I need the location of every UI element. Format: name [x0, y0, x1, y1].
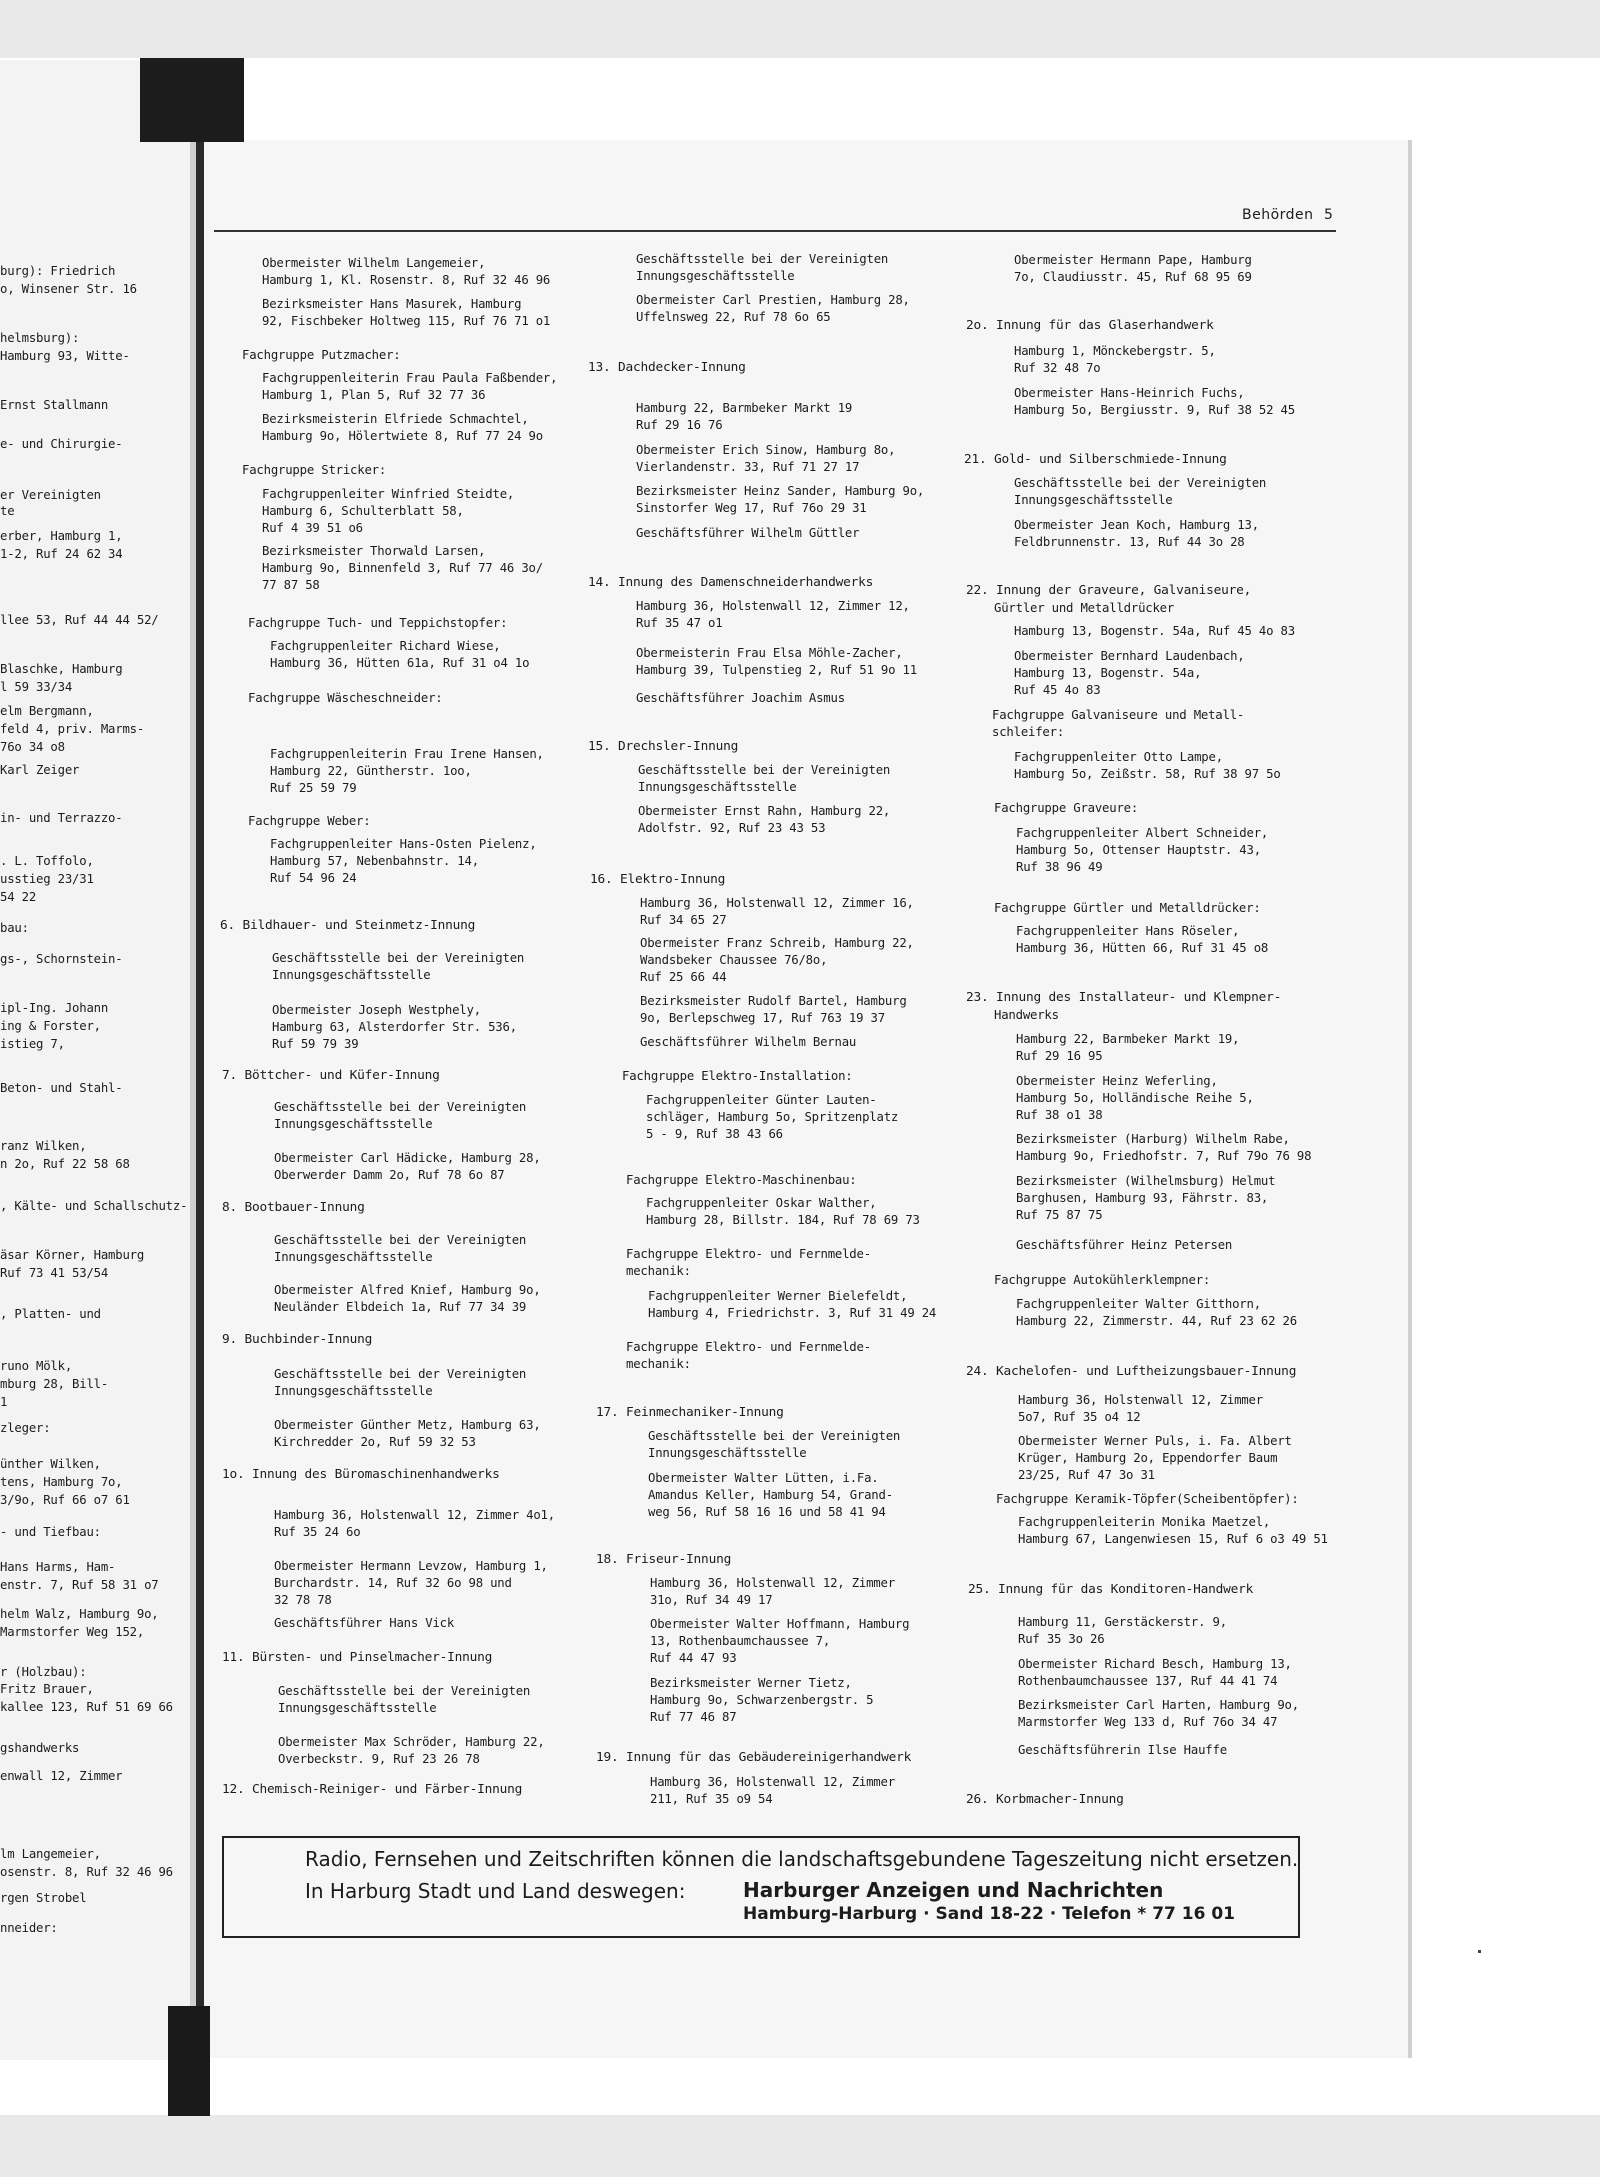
- text-line: Hamburg 22, Zimmerstr. 44, Ruf 23 62 26: [1016, 1314, 1297, 1328]
- text-line: Obermeister Günther Metz, Hamburg 63,: [274, 1418, 541, 1432]
- text-line: Innungsgeschäftsstelle: [648, 1446, 807, 1460]
- text-line: 26. Korbmacher-Innung: [966, 1792, 1124, 1807]
- text-line: Innungsgeschäftsstelle: [638, 780, 797, 794]
- text-line: erber, Hamburg 1,: [0, 529, 123, 543]
- text-line: Hamburg 1, Mönckebergstr. 5,: [1014, 344, 1216, 358]
- text-line: te: [0, 504, 15, 518]
- text-line: Hamburg 36, Holstenwall 12, Zimmer: [650, 1775, 895, 1789]
- text-line: 2o. Innung für das Glaserhandwerk: [966, 318, 1214, 333]
- text-line: Fachgruppe Elektro- und Fernmelde-: [626, 1340, 871, 1354]
- text-line: Geschäftsstelle bei der Vereinigten: [638, 763, 891, 777]
- text-line: Obermeister Wilhelm Langemeier,: [262, 256, 486, 270]
- text-line: weg 56, Ruf 58 16 16 und 58 41 94: [648, 1505, 886, 1519]
- text-line: mechanik:: [626, 1357, 691, 1371]
- text-line: 11. Bürsten- und Pinselmacher-Innung: [222, 1650, 493, 1665]
- ad-publisher-name: Harburger Anzeigen und Nachrichten: [743, 1878, 1164, 1902]
- text-line: Vierlandenstr. 33, Ruf 71 27 17: [636, 460, 860, 474]
- text-line: Hamburg 9o, Hölertwiete 8, Ruf 77 24 9o: [262, 429, 543, 443]
- text-line: Burchardstr. 14, Ruf 32 6o 98 und: [274, 1576, 512, 1590]
- text-line: Ruf 77 46 87: [650, 1710, 737, 1724]
- text-line: Bezirksmeister Heinz Sander, Hamburg 9o,: [636, 484, 925, 498]
- text-line: Marmstorfer Weg 152,: [0, 1625, 145, 1639]
- text-line: Ruf 4 39 51 o6: [262, 521, 363, 535]
- text-line: 13. Dachdecker-Innung: [588, 360, 746, 375]
- ad-slogan-line-2: In Harburg Stadt und Land deswegen:: [305, 1879, 686, 1903]
- text-line: Bezirksmeister (Harburg) Wilhelm Rabe,: [1016, 1132, 1290, 1146]
- binding-clip-top: [140, 58, 244, 142]
- text-line: n 2o, Ruf 22 58 68: [0, 1157, 130, 1171]
- text-line: runo Mölk,: [0, 1359, 73, 1373]
- text-line: 1-2, Ruf 24 62 34: [0, 547, 123, 561]
- text-line: Fachgruppe Wäscheschneider:: [248, 691, 443, 705]
- text-line: helm Walz, Hamburg 9o,: [0, 1607, 159, 1621]
- text-line: Handwerks: [994, 1008, 1059, 1022]
- text-line: Obermeister Walter Hoffmann, Hamburg: [650, 1617, 910, 1631]
- text-line: zleger:: [0, 1421, 51, 1435]
- text-line: 23. Innung des Installateur- und Klempner-: [966, 990, 1282, 1005]
- text-line: Obermeister Erich Sinow, Hamburg 8o,: [636, 443, 896, 457]
- header-rule: [214, 230, 1336, 232]
- text-line: Kirchredder 2o, Ruf 59 32 53: [274, 1435, 476, 1449]
- text-line: l 59 33/34: [0, 680, 73, 694]
- text-line: Fachgruppenleiter Walter Gitthorn,: [1016, 1297, 1261, 1311]
- text-line: Hamburg 28, Billstr. 184, Ruf 78 69 73: [646, 1213, 920, 1227]
- text-line: nneider:: [0, 1921, 58, 1935]
- text-line: 5o7, Ruf 35 o4 12: [1018, 1410, 1141, 1424]
- text-line: Obermeister Jean Koch, Hamburg 13,: [1014, 518, 1259, 532]
- text-line: Fritz Brauer,: [0, 1682, 94, 1696]
- text-line: Innungsgeschäftsstelle: [278, 1701, 437, 1715]
- text-line: Adolfstr. 92, Ruf 23 43 53: [638, 821, 826, 835]
- text-line: 1: [0, 1395, 8, 1409]
- text-line: Ruf 35 3o 26: [1018, 1632, 1105, 1646]
- text-line: schläger, Hamburg 5o, Spritzenplatz: [646, 1110, 899, 1124]
- text-line: Oberwerder Damm 2o, Ruf 78 6o 87: [274, 1168, 505, 1182]
- text-line: kallee 123, Ruf 51 69 66: [0, 1700, 173, 1714]
- text-line: Hamburg 63, Alsterdorfer Str. 536,: [272, 1020, 517, 1034]
- text-line: Ruf 35 47 o1: [636, 616, 723, 630]
- text-line: 3/9o, Ruf 66 o7 61: [0, 1493, 130, 1507]
- text-line: Fachgruppe Galvaniseure und Metall-: [992, 708, 1245, 722]
- text-line: Bezirksmeister (Wilhelmsburg) Helmut: [1016, 1174, 1276, 1188]
- text-line: Amandus Keller, Hamburg 54, Grand-: [648, 1488, 893, 1502]
- text-line: Hamburg 22, Barmbeker Markt 19: [636, 401, 853, 415]
- text-line: Ernst Stallmann: [0, 398, 109, 412]
- text-line: 5 - 9, Ruf 38 43 66: [646, 1127, 783, 1141]
- text-line: rgen Strobel: [0, 1891, 87, 1905]
- text-line: Hamburg 1, Plan 5, Ruf 32 77 36: [262, 388, 486, 402]
- text-line: 21. Gold- und Silberschmiede-Innung: [964, 452, 1227, 467]
- text-line: usstieg 23/31: [0, 872, 94, 886]
- right-page-edge: [1408, 140, 1412, 2058]
- text-line: Geschäftsführer Heinz Petersen: [1016, 1238, 1233, 1252]
- text-line: Fachgruppenleiterin Frau Paula Faßbender,: [262, 371, 558, 385]
- text-line: Barghusen, Hamburg 93, Fährstr. 83,: [1016, 1191, 1269, 1205]
- text-line: 12. Chemisch-Reiniger- und Färber-Innung: [222, 1782, 523, 1797]
- text-line: Obermeister Carl Prestien, Hamburg 28,: [636, 293, 910, 307]
- text-line: Ruf 38 o1 38: [1016, 1108, 1103, 1122]
- text-line: Beton- und Stahl-: [0, 1081, 123, 1095]
- text-line: Fachgruppenleiter Otto Lampe,: [1014, 750, 1223, 764]
- text-line: Obermeisterin Frau Elsa Möhle-Zacher,: [636, 646, 903, 660]
- text-line: Hamburg 4, Friedrichstr. 3, Ruf 31 49 24: [648, 1306, 937, 1320]
- text-line: 13, Rothenbaumchaussee 7,: [650, 1634, 831, 1648]
- text-line: Fachgruppenleiter Hans Röseler,: [1016, 924, 1240, 938]
- text-line: 17. Feinmechaniker-Innung: [596, 1405, 784, 1420]
- text-line: Bezirksmeister Werner Tietz,: [650, 1676, 852, 1690]
- text-line: 1o. Innung des Büromaschinenhandwerks: [222, 1467, 500, 1482]
- text-line: Geschäftsführer Wilhelm Bernau: [640, 1035, 857, 1049]
- text-line: Hamburg 36, Holstenwall 12, Zimmer 16,: [640, 896, 914, 910]
- binding-clip-bottom: [168, 2006, 210, 2116]
- text-line: Hamburg 5o, Bergiusstr. 9, Ruf 38 52 45: [1014, 403, 1295, 417]
- text-line: 25. Innung für das Konditoren-Handwerk: [968, 1582, 1254, 1597]
- text-line: - und Tiefbau:: [0, 1525, 101, 1539]
- text-line: elm Bergmann,: [0, 704, 94, 718]
- scan-background-top: [0, 0, 1600, 58]
- text-line: Obermeister Alfred Knief, Hamburg 9o,: [274, 1283, 541, 1297]
- text-line: Geschäftsstelle bei der Vereinigten: [648, 1429, 901, 1443]
- text-line: Krüger, Hamburg 2o, Eppendorfer Baum: [1018, 1451, 1278, 1465]
- text-line: osenstr. 8, Ruf 32 46 96: [0, 1865, 173, 1879]
- text-line: Obermeister Walter Lütten, i.Fa.: [648, 1471, 879, 1485]
- text-line: Hamburg 5o, Holländische Reihe 5,: [1016, 1091, 1254, 1105]
- text-line: Bezirksmeisterin Elfriede Schmachtel,: [262, 412, 529, 426]
- text-line: istieg 7,: [0, 1037, 65, 1051]
- text-line: äsar Körner, Hamburg: [0, 1248, 145, 1262]
- text-line: , Platten- und: [0, 1307, 101, 1321]
- text-line: gshandwerks: [0, 1741, 80, 1755]
- text-line: 77 87 58: [262, 578, 320, 592]
- text-line: 76o 34 o8: [0, 740, 65, 754]
- text-line: Geschäftsstelle bei der Vereinigten: [278, 1684, 531, 1698]
- text-line: 16. Elektro-Innung: [590, 872, 726, 887]
- text-line: , Kälte- und Schallschutz-: [0, 1199, 188, 1213]
- text-line: Geschäftsführer Joachim Asmus: [636, 691, 845, 705]
- text-line: Obermeister Hermann Levzow, Hamburg 1,: [274, 1559, 548, 1573]
- text-line: Hamburg 36, Holstenwall 12, Zimmer: [1018, 1393, 1263, 1407]
- text-line: Fachgruppe Elektro-Installation:: [622, 1069, 853, 1083]
- text-line: Marmstorfer Weg 133 d, Ruf 76o 34 47: [1018, 1715, 1278, 1729]
- page-number: 5: [1324, 207, 1333, 223]
- text-line: Bezirksmeister Thorwald Larsen,: [262, 544, 486, 558]
- text-line: in- und Terrazzo-: [0, 811, 123, 825]
- text-line: Obermeister Bernhard Laudenbach,: [1014, 649, 1245, 663]
- book-gutter: [196, 120, 204, 2055]
- text-line: Hamburg 36, Holstenwall 12, Zimmer 4o1,: [274, 1508, 555, 1522]
- text-line: Hamburg 22, Güntherstr. 1oo,: [270, 764, 472, 778]
- text-line: 92, Fischbeker Holtweg 115, Ruf 76 71 o1: [262, 314, 551, 328]
- text-line: bau:: [0, 921, 29, 935]
- text-line: Fachgruppe Elektro- und Fernmelde-: [626, 1247, 871, 1261]
- text-line: 7o, Claudiusstr. 45, Ruf 68 95 69: [1014, 270, 1252, 284]
- text-line: Fachgruppenleiter Richard Wiese,: [270, 639, 501, 653]
- text-line: Obermeister Joseph Westphely,: [272, 1003, 481, 1017]
- text-line: mburg 28, Bill-: [0, 1377, 109, 1391]
- text-line: Fachgruppe Keramik-Töpfer(Scheibentöpfer):: [996, 1492, 1299, 1506]
- text-line: Hamburg 93, Witte-: [0, 349, 130, 363]
- text-line: Hamburg 13, Bogenstr. 54a, Ruf 45 4o 83: [1014, 624, 1295, 638]
- text-line: 6. Bildhauer- und Steinmetz-Innung: [220, 918, 476, 933]
- scan-speck: [1478, 1950, 1481, 1953]
- text-line: Fachgruppenleiter Werner Bielefeldt,: [648, 1289, 908, 1303]
- text-line: Ruf 35 24 6o: [274, 1525, 361, 1539]
- text-line: Fachgruppe Autokühlerklempner:: [994, 1273, 1211, 1287]
- text-line: 22. Innung der Graveure, Galvaniseure,: [966, 583, 1252, 598]
- text-line: Hamburg 1, Kl. Rosenstr. 8, Ruf 32 46 96: [262, 273, 551, 287]
- text-line: r (Holzbau):: [0, 1665, 87, 1679]
- text-line: Ruf 44 47 93: [650, 1651, 737, 1665]
- text-line: Ruf 38 96 49: [1016, 860, 1103, 874]
- text-line: 23/25, Ruf 47 3o 31: [1018, 1468, 1155, 1482]
- text-line: Uffelnsweg 22, Ruf 78 6o 65: [636, 310, 831, 324]
- text-line: Blaschke, Hamburg: [0, 662, 123, 676]
- text-line: Geschäftsstelle bei der Vereinigten: [636, 252, 889, 266]
- text-line: Fachgruppe Gürtler und Metalldrücker:: [994, 901, 1261, 915]
- text-line: Ruf 45 4o 83: [1014, 683, 1101, 697]
- text-line: Hamburg 9o, Schwarzenbergstr. 5: [650, 1693, 874, 1707]
- text-line: tens, Hamburg 7o,: [0, 1475, 123, 1489]
- text-line: Hamburg 39, Tulpenstieg 2, Ruf 51 9o 11: [636, 663, 917, 677]
- text-line: Ruf 75 87 75: [1016, 1208, 1103, 1222]
- text-line: Fachgruppe Putzmacher:: [242, 348, 401, 362]
- text-line: burg): Friedrich: [0, 264, 116, 278]
- text-line: Ruf 25 66 44: [640, 970, 727, 984]
- text-line: Geschäftsstelle bei der Vereinigten: [274, 1100, 527, 1114]
- text-line: gs-, Schornstein-: [0, 952, 123, 966]
- text-line: Hamburg 22, Barmbeker Markt 19,: [1016, 1032, 1240, 1046]
- text-line: Innungsgeschäftsstelle: [274, 1384, 433, 1398]
- text-line: . L. Toffolo,: [0, 854, 94, 868]
- text-line: Gürtler und Metalldrücker: [994, 601, 1175, 615]
- text-line: Fachgruppenleiter Günter Lauten-: [646, 1093, 877, 1107]
- text-line: lm Langemeier,: [0, 1847, 101, 1861]
- text-line: feld 4, priv. Marms-: [0, 722, 145, 736]
- text-line: er Vereinigten: [0, 488, 101, 502]
- text-line: Hamburg 6, Schulterblatt 58,: [262, 504, 464, 518]
- text-line: Wandsbeker Chaussee 76/8o,: [640, 953, 828, 967]
- text-line: Fachgruppe Graveure:: [994, 801, 1139, 815]
- text-line: Overbeckstr. 9, Ruf 23 26 78: [278, 1752, 480, 1766]
- text-line: 31o, Ruf 34 49 17: [650, 1593, 773, 1607]
- text-line: enstr. 7, Ruf 58 31 o7: [0, 1578, 159, 1592]
- text-line: schleifer:: [992, 725, 1065, 739]
- text-line: Fachgruppenleiterin Monika Maetzel,: [1018, 1515, 1271, 1529]
- text-line: Ruf 73 41 53/54: [0, 1266, 109, 1280]
- text-line: Hamburg 9o, Friedhofstr. 7, Ruf 79o 76 98: [1016, 1149, 1312, 1163]
- text-line: 18. Friseur-Innung: [596, 1552, 732, 1567]
- text-line: Obermeister Ernst Rahn, Hamburg 22,: [638, 804, 891, 818]
- text-line: Fachgruppenleiter Albert Schneider,: [1016, 826, 1269, 840]
- text-line: Ruf 34 65 27: [640, 913, 727, 927]
- text-line: Geschäftsstelle bei der Vereinigten: [274, 1367, 527, 1381]
- text-line: Hamburg 5o, Zeißstr. 58, Ruf 38 97 5o: [1014, 767, 1281, 781]
- text-line: Sinstorfer Weg 17, Ruf 76o 29 31: [636, 501, 867, 515]
- text-line: Obermeister Hans-Heinrich Fuchs,: [1014, 386, 1245, 400]
- text-line: Fachgruppe Weber:: [248, 814, 371, 828]
- text-line: Obermeister Heinz Weferling,: [1016, 1074, 1218, 1088]
- text-line: helmsburg):: [0, 331, 80, 345]
- text-line: 9. Buchbinder-Innung: [222, 1332, 373, 1347]
- text-line: 32 78 78: [274, 1593, 332, 1607]
- text-line: Obermeister Hermann Pape, Hamburg: [1014, 253, 1252, 267]
- text-line: enwall 12, Zimmer: [0, 1769, 123, 1783]
- text-line: 211, Ruf 35 o9 54: [650, 1792, 773, 1806]
- text-line: Hamburg 36, Holstenwall 12, Zimmer 12,: [636, 599, 910, 613]
- text-line: Hamburg 11, Gerstäckerstr. 9,: [1018, 1615, 1227, 1629]
- text-line: 9o, Berlepschweg 17, Ruf 763 19 37: [640, 1011, 885, 1025]
- text-line: Fachgruppe Stricker:: [242, 463, 387, 477]
- running-header-title: Behörden: [1242, 207, 1314, 223]
- text-line: Fachgruppe Tuch- und Teppichstopfer:: [248, 616, 508, 630]
- text-line: Hamburg 36, Holstenwall 12, Zimmer: [650, 1576, 895, 1590]
- text-line: Hamburg 57, Nebenbahnstr. 14,: [270, 854, 479, 868]
- text-line: Ruf 59 79 39: [272, 1037, 359, 1051]
- text-line: Geschäftsstelle bei der Vereinigten: [272, 951, 525, 965]
- text-line: Hamburg 36, Hütten 66, Ruf 31 45 o8: [1016, 941, 1269, 955]
- text-line: Geschäftsführer Wilhelm Güttler: [636, 526, 860, 540]
- text-line: Neuländer Elbdeich 1a, Ruf 77 34 39: [274, 1300, 527, 1314]
- text-line: ipl-Ing. Johann: [0, 1001, 109, 1015]
- text-line: Hamburg 67, Langenwiesen 15, Ruf 6 o3 49 51: [1018, 1532, 1328, 1546]
- text-line: 19. Innung für das Gebäudereinigerhandwerk: [596, 1750, 912, 1765]
- text-line: Fachgruppenleiterin Frau Irene Hansen,: [270, 747, 544, 761]
- text-line: Fachgruppenleiter Winfried Steidte,: [262, 487, 515, 501]
- text-line: Ruf 29 16 95: [1016, 1049, 1103, 1063]
- text-line: e- und Chirurgie-: [0, 437, 123, 451]
- text-line: 14. Innung des Damenschneiderhandwerks: [588, 575, 874, 590]
- text-line: Fachgruppe Elektro-Maschinenbau:: [626, 1173, 857, 1187]
- text-line: Innungsgeschäftsstelle: [274, 1250, 433, 1264]
- text-line: Feldbrunnenstr. 13, Ruf 44 3o 28: [1014, 535, 1245, 549]
- text-line: Geschäftsführerin Ilse Hauffe: [1018, 1743, 1227, 1757]
- text-line: Ruf 54 96 24: [270, 871, 357, 885]
- text-line: Hamburg 36, Hütten 61a, Ruf 31 o4 1o: [270, 656, 530, 670]
- text-line: o, Winsener Str. 16: [0, 282, 137, 296]
- ad-publisher-address: Hamburg-Harburg · Sand 18-22 · Telefon * 77 16 01: [743, 1904, 1236, 1924]
- text-line: Innungsgeschäftsstelle: [636, 269, 795, 283]
- text-line: Innungsgeschäftsstelle: [274, 1117, 433, 1131]
- text-line: Bezirksmeister Carl Harten, Hamburg 9o,: [1018, 1698, 1299, 1712]
- text-line: ünther Wilken,: [0, 1457, 101, 1471]
- text-line: Karl Zeiger: [0, 763, 80, 777]
- text-line: Obermeister Richard Besch, Hamburg 13,: [1018, 1657, 1292, 1671]
- text-line: llee 53, Ruf 44 44 52/: [0, 613, 159, 627]
- text-line: Obermeister Max Schröder, Hamburg 22,: [278, 1735, 545, 1749]
- text-line: Geschäftsführer Hans Vick: [274, 1616, 455, 1630]
- text-line: Hamburg 5o, Ottenser Hauptstr. 43,: [1016, 843, 1261, 857]
- text-line: Ruf 32 48 7o: [1014, 361, 1101, 375]
- text-line: Hans Harms, Ham-: [0, 1560, 116, 1574]
- text-line: Rothenbaumchaussee 137, Ruf 44 41 74: [1018, 1674, 1278, 1688]
- text-line: Hamburg 13, Bogenstr. 54a,: [1014, 666, 1202, 680]
- text-line: Obermeister Carl Hädicke, Hamburg 28,: [274, 1151, 541, 1165]
- text-line: Innungsgeschäftsstelle: [272, 968, 431, 982]
- text-line: Fachgruppenleiter Hans-Osten Pielenz,: [270, 837, 537, 851]
- text-line: ing & Forster,: [0, 1019, 101, 1033]
- text-line: Hamburg 9o, Binnenfeld 3, Ruf 77 46 3o/: [262, 561, 543, 575]
- ad-slogan-line-1: Radio, Fernsehen und Zeitschriften können die landschaftsgebundene Tageszeitung nicht ersetzen.: [305, 1847, 1299, 1871]
- text-line: Obermeister Franz Schreib, Hamburg 22,: [640, 936, 914, 950]
- text-line: 8. Bootbauer-Innung: [222, 1200, 365, 1215]
- scan-background-bottom: [0, 2115, 1600, 2177]
- text-line: Bezirksmeister Hans Masurek, Hamburg: [262, 297, 522, 311]
- text-line: Bezirksmeister Rudolf Bartel, Hamburg: [640, 994, 907, 1008]
- text-line: Innungsgeschäftsstelle: [1014, 493, 1173, 507]
- text-line: Geschäftsstelle bei der Vereinigten: [1014, 476, 1267, 490]
- text-line: Fachgruppenleiter Oskar Walther,: [646, 1196, 877, 1210]
- text-line: ranz Wilken,: [0, 1139, 87, 1153]
- text-line: Obermeister Werner Puls, i. Fa. Albert: [1018, 1434, 1292, 1448]
- text-line: 54 22: [0, 890, 37, 904]
- text-line: 7. Böttcher- und Küfer-Innung: [222, 1068, 440, 1083]
- text-line: Ruf 25 59 79: [270, 781, 357, 795]
- text-line: Ruf 29 16 76: [636, 418, 723, 432]
- text-line: 15. Drechsler-Innung: [588, 739, 739, 754]
- text-line: Geschäftsstelle bei der Vereinigten: [274, 1233, 527, 1247]
- text-line: 24. Kachelofen- und Luftheizungsbauer-Innung: [966, 1364, 1297, 1379]
- text-line: mechanik:: [626, 1264, 691, 1278]
